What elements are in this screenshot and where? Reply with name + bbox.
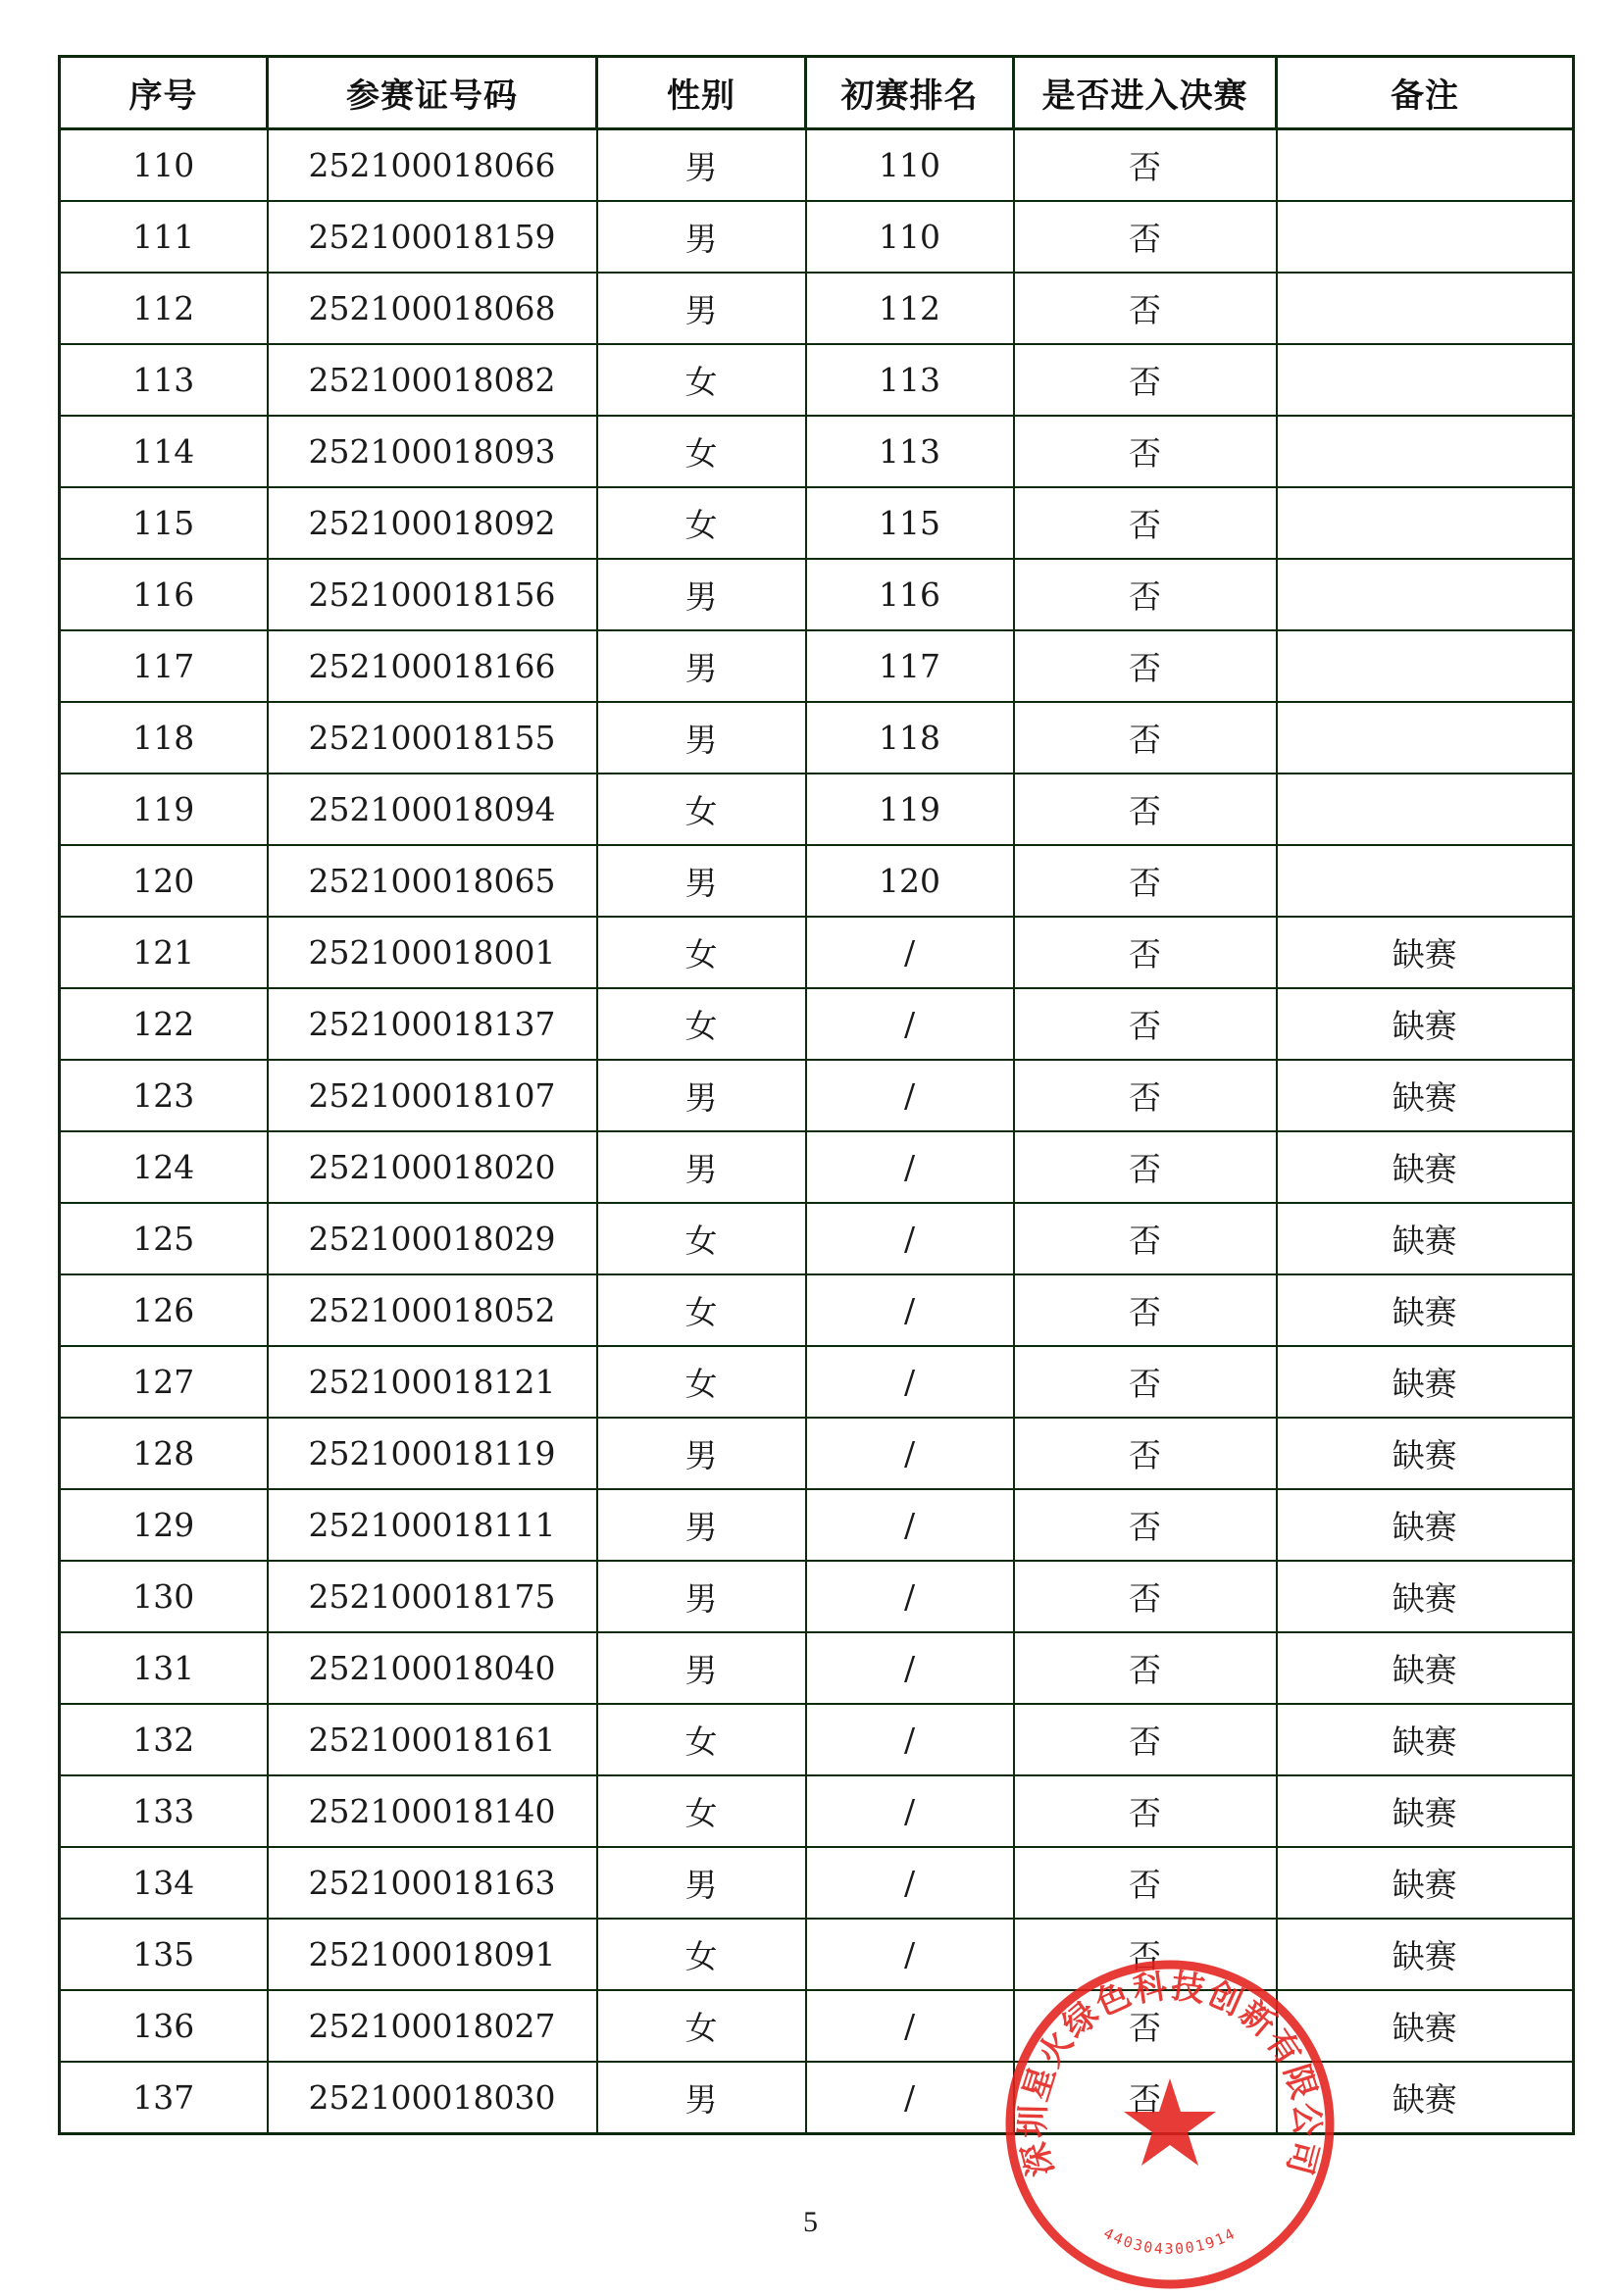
cell-preliminary-rank: / <box>806 1418 1014 1489</box>
cell-final-qualified: 否 <box>1014 988 1277 1060</box>
cell-index: 125 <box>60 1203 268 1274</box>
cell-final-qualified: 否 <box>1014 1561 1277 1632</box>
cell-entry-number: 252100018140 <box>268 1775 597 1847</box>
table-row <box>60 1990 1574 2062</box>
cell-entry-number: 252100018029 <box>268 1203 597 1274</box>
cell-gender: 男 <box>597 201 806 273</box>
cell-gender: 男 <box>597 129 806 202</box>
cell-preliminary-rank: 110 <box>806 129 1014 202</box>
cell-gender: 男 <box>597 273 806 344</box>
table-row <box>60 1775 1574 1847</box>
seal-star-icon <box>1124 2078 1216 2166</box>
cell-remarks <box>1277 487 1574 559</box>
cell-final-qualified: 否 <box>1014 917 1277 988</box>
cell-preliminary-rank: / <box>806 1990 1014 2062</box>
cell-preliminary-rank: 110 <box>806 201 1014 273</box>
cell-gender: 男 <box>597 1561 806 1632</box>
cell-preliminary-rank: / <box>806 1131 1014 1203</box>
cell-final-qualified: 否 <box>1014 1203 1277 1274</box>
cell-preliminary-rank: / <box>806 1919 1014 1990</box>
cell-preliminary-rank: / <box>806 917 1014 988</box>
cell-preliminary-rank: / <box>806 1489 1014 1561</box>
cell-final-qualified: 否 <box>1014 1632 1277 1704</box>
cell-index: 135 <box>60 1919 268 1990</box>
cell-remarks: 缺赛 <box>1277 988 1574 1060</box>
cell-entry-number: 252100018163 <box>268 1847 597 1919</box>
table-row <box>60 988 1574 1060</box>
cell-index: 117 <box>60 630 268 702</box>
cell-remarks: 缺赛 <box>1277 2062 1574 2134</box>
cell-remarks <box>1277 845 1574 917</box>
cell-preliminary-rank: 113 <box>806 344 1014 416</box>
cell-remarks: 缺赛 <box>1277 917 1574 988</box>
table-row <box>60 702 1574 774</box>
cell-preliminary-rank: 116 <box>806 559 1014 630</box>
cell-remarks: 缺赛 <box>1277 1203 1574 1274</box>
cell-gender: 男 <box>597 845 806 917</box>
cell-gender: 男 <box>597 1418 806 1489</box>
cell-entry-number: 252100018166 <box>268 630 597 702</box>
cell-remarks: 缺赛 <box>1277 1775 1574 1847</box>
cell-index: 133 <box>60 1775 268 1847</box>
page-number: 5 <box>803 2206 818 2238</box>
cell-gender: 女 <box>597 344 806 416</box>
cell-entry-number: 252100018068 <box>268 273 597 344</box>
header-preliminary-rank: 初赛排名 <box>806 57 1014 129</box>
cell-final-qualified: 否 <box>1014 845 1277 917</box>
cell-entry-number: 252100018065 <box>268 845 597 917</box>
header-entry-number: 参赛证号码 <box>268 57 597 129</box>
cell-index: 121 <box>60 917 268 988</box>
table-row <box>60 2062 1574 2134</box>
cell-index: 114 <box>60 416 268 487</box>
cell-gender: 男 <box>597 1489 806 1561</box>
cell-final-qualified: 否 <box>1014 1418 1277 1489</box>
cell-preliminary-rank: 113 <box>806 416 1014 487</box>
cell-gender: 女 <box>597 774 806 845</box>
cell-index: 130 <box>60 1561 268 1632</box>
table-row <box>60 1919 1574 1990</box>
cell-gender: 男 <box>597 2062 806 2134</box>
table-row <box>60 1274 1574 1346</box>
cell-entry-number: 252100018082 <box>268 344 597 416</box>
cell-gender: 女 <box>597 1919 806 1990</box>
cell-final-qualified: 否 <box>1014 1489 1277 1561</box>
table-row <box>60 1632 1574 1704</box>
cell-remarks <box>1277 559 1574 630</box>
cell-entry-number: 252100018159 <box>268 201 597 273</box>
table-row <box>60 1704 1574 1775</box>
cell-remarks <box>1277 774 1574 845</box>
table-row <box>60 917 1574 988</box>
cell-remarks: 缺赛 <box>1277 1990 1574 2062</box>
cell-final-qualified: 否 <box>1014 1060 1277 1131</box>
cell-gender: 男 <box>597 1060 806 1131</box>
cell-gender: 男 <box>597 1131 806 1203</box>
cell-preliminary-rank: / <box>806 1847 1014 1919</box>
cell-index: 119 <box>60 774 268 845</box>
cell-index: 129 <box>60 1489 268 1561</box>
cell-index: 136 <box>60 1990 268 2062</box>
cell-remarks <box>1277 416 1574 487</box>
table-row <box>60 344 1574 416</box>
cell-final-qualified: 否 <box>1014 559 1277 630</box>
cell-index: 113 <box>60 344 268 416</box>
seal-code: 4403043001914 <box>1100 2223 1240 2259</box>
cell-remarks: 缺赛 <box>1277 1418 1574 1489</box>
table-row <box>60 1203 1574 1274</box>
table-row <box>60 1489 1574 1561</box>
cell-preliminary-rank: / <box>806 1060 1014 1131</box>
table-row <box>60 630 1574 702</box>
cell-preliminary-rank: 120 <box>806 845 1014 917</box>
cell-gender: 女 <box>597 1704 806 1775</box>
cell-gender: 女 <box>597 917 806 988</box>
cell-gender: 男 <box>597 1632 806 1704</box>
results-table <box>58 55 1575 2135</box>
cell-gender: 男 <box>597 1847 806 1919</box>
table-row <box>60 1418 1574 1489</box>
cell-entry-number: 252100018066 <box>268 129 597 202</box>
cell-gender: 女 <box>597 988 806 1060</box>
cell-index: 132 <box>60 1704 268 1775</box>
cell-entry-number: 252100018119 <box>268 1418 597 1489</box>
table-row <box>60 416 1574 487</box>
cell-index: 127 <box>60 1346 268 1418</box>
cell-gender: 女 <box>597 1274 806 1346</box>
cell-remarks: 缺赛 <box>1277 1561 1574 1632</box>
cell-entry-number: 252100018093 <box>268 416 597 487</box>
cell-final-qualified: 否 <box>1014 129 1277 202</box>
cell-gender: 女 <box>597 487 806 559</box>
cell-index: 115 <box>60 487 268 559</box>
table-row <box>60 487 1574 559</box>
cell-preliminary-rank: 115 <box>806 487 1014 559</box>
table-row <box>60 774 1574 845</box>
cell-preliminary-rank: / <box>806 1346 1014 1418</box>
cell-index: 124 <box>60 1131 268 1203</box>
table-row <box>60 845 1574 917</box>
cell-entry-number: 252100018052 <box>268 1274 597 1346</box>
cell-entry-number: 252100018155 <box>268 702 597 774</box>
cell-final-qualified: 否 <box>1014 630 1277 702</box>
cell-final-qualified: 否 <box>1014 1847 1277 1919</box>
cell-preliminary-rank: / <box>806 2062 1014 2134</box>
table-row <box>60 1060 1574 1131</box>
cell-entry-number: 252100018030 <box>268 2062 597 2134</box>
header-index: 序号 <box>60 57 268 129</box>
cell-final-qualified: 否 <box>1014 2062 1277 2134</box>
cell-remarks <box>1277 344 1574 416</box>
cell-entry-number: 252100018137 <box>268 988 597 1060</box>
cell-entry-number: 252100018040 <box>268 1632 597 1704</box>
cell-index: 131 <box>60 1632 268 1704</box>
cell-gender: 女 <box>597 1990 806 2062</box>
header-final-qualified: 是否进入决赛 <box>1014 57 1277 129</box>
cell-index: 123 <box>60 1060 268 1131</box>
cell-entry-number: 252100018161 <box>268 1704 597 1775</box>
cell-remarks <box>1277 630 1574 702</box>
table-row <box>60 1847 1574 1919</box>
cell-final-qualified: 否 <box>1014 1775 1277 1847</box>
cell-remarks: 缺赛 <box>1277 1346 1574 1418</box>
cell-entry-number: 252100018001 <box>268 917 597 988</box>
cell-remarks: 缺赛 <box>1277 1060 1574 1131</box>
cell-final-qualified: 否 <box>1014 273 1277 344</box>
cell-index: 120 <box>60 845 268 917</box>
cell-final-qualified: 否 <box>1014 487 1277 559</box>
cell-gender: 女 <box>597 416 806 487</box>
table-row <box>60 1346 1574 1418</box>
cell-preliminary-rank: / <box>806 988 1014 1060</box>
cell-gender: 男 <box>597 630 806 702</box>
cell-entry-number: 252100018175 <box>268 1561 597 1632</box>
cell-final-qualified: 否 <box>1014 344 1277 416</box>
table-row <box>60 129 1574 202</box>
cell-final-qualified: 否 <box>1014 1274 1277 1346</box>
cell-index: 110 <box>60 129 268 202</box>
cell-preliminary-rank: / <box>806 1561 1014 1632</box>
cell-remarks: 缺赛 <box>1277 1632 1574 1704</box>
cell-remarks <box>1277 702 1574 774</box>
cell-remarks: 缺赛 <box>1277 1919 1574 1990</box>
company-seal <box>998 1953 1342 2296</box>
cell-entry-number: 252100018020 <box>268 1131 597 1203</box>
cell-final-qualified: 否 <box>1014 1131 1277 1203</box>
cell-preliminary-rank: / <box>806 1704 1014 1775</box>
cell-final-qualified: 否 <box>1014 201 1277 273</box>
cell-final-qualified: 否 <box>1014 774 1277 845</box>
cell-final-qualified: 否 <box>1014 1704 1277 1775</box>
cell-final-qualified: 否 <box>1014 416 1277 487</box>
cell-gender: 女 <box>597 1346 806 1418</box>
cell-final-qualified: 否 <box>1014 1346 1277 1418</box>
cell-entry-number: 252100018111 <box>268 1489 597 1561</box>
cell-final-qualified: 否 <box>1014 1990 1277 2062</box>
cell-index: 134 <box>60 1847 268 1919</box>
cell-remarks: 缺赛 <box>1277 1131 1574 1203</box>
table-row <box>60 201 1574 273</box>
cell-index: 111 <box>60 201 268 273</box>
cell-final-qualified: 否 <box>1014 702 1277 774</box>
cell-index: 116 <box>60 559 268 630</box>
cell-index: 112 <box>60 273 268 344</box>
cell-remarks: 缺赛 <box>1277 1489 1574 1561</box>
cell-remarks: 缺赛 <box>1277 1274 1574 1346</box>
cell-index: 137 <box>60 2062 268 2134</box>
cell-remarks: 缺赛 <box>1277 1847 1574 1919</box>
cell-index: 118 <box>60 702 268 774</box>
cell-preliminary-rank: 112 <box>806 273 1014 344</box>
cell-final-qualified: 否 <box>1014 1919 1277 1990</box>
table-row <box>60 559 1574 630</box>
cell-entry-number: 252100018094 <box>268 774 597 845</box>
table-row <box>60 1131 1574 1203</box>
cell-gender: 男 <box>597 702 806 774</box>
table-row <box>60 273 1574 344</box>
seal-name: 深圳星火绿色科技创新有限公司 <box>1013 1967 1327 2181</box>
cell-preliminary-rank: / <box>806 1775 1014 1847</box>
cell-remarks <box>1277 273 1574 344</box>
cell-preliminary-rank: 118 <box>806 702 1014 774</box>
cell-remarks: 缺赛 <box>1277 1704 1574 1775</box>
cell-entry-number: 252100018092 <box>268 487 597 559</box>
header-remarks: 备注 <box>1277 57 1574 129</box>
cell-preliminary-rank: / <box>806 1632 1014 1704</box>
header-gender: 性别 <box>597 57 806 129</box>
cell-entry-number: 252100018121 <box>268 1346 597 1418</box>
cell-preliminary-rank: / <box>806 1203 1014 1274</box>
cell-gender: 女 <box>597 1203 806 1274</box>
cell-index: 126 <box>60 1274 268 1346</box>
cell-preliminary-rank: 119 <box>806 774 1014 845</box>
table-header-row <box>60 57 1574 129</box>
cell-gender: 男 <box>597 559 806 630</box>
table-row <box>60 1561 1574 1632</box>
cell-index: 122 <box>60 988 268 1060</box>
cell-entry-number: 252100018107 <box>268 1060 597 1131</box>
cell-gender: 女 <box>597 1775 806 1847</box>
cell-entry-number: 252100018091 <box>268 1919 597 1990</box>
cell-index: 128 <box>60 1418 268 1489</box>
cell-preliminary-rank: / <box>806 1274 1014 1346</box>
cell-entry-number: 252100018027 <box>268 1990 597 2062</box>
cell-remarks <box>1277 201 1574 273</box>
cell-entry-number: 252100018156 <box>268 559 597 630</box>
cell-preliminary-rank: 117 <box>806 630 1014 702</box>
cell-remarks <box>1277 129 1574 202</box>
